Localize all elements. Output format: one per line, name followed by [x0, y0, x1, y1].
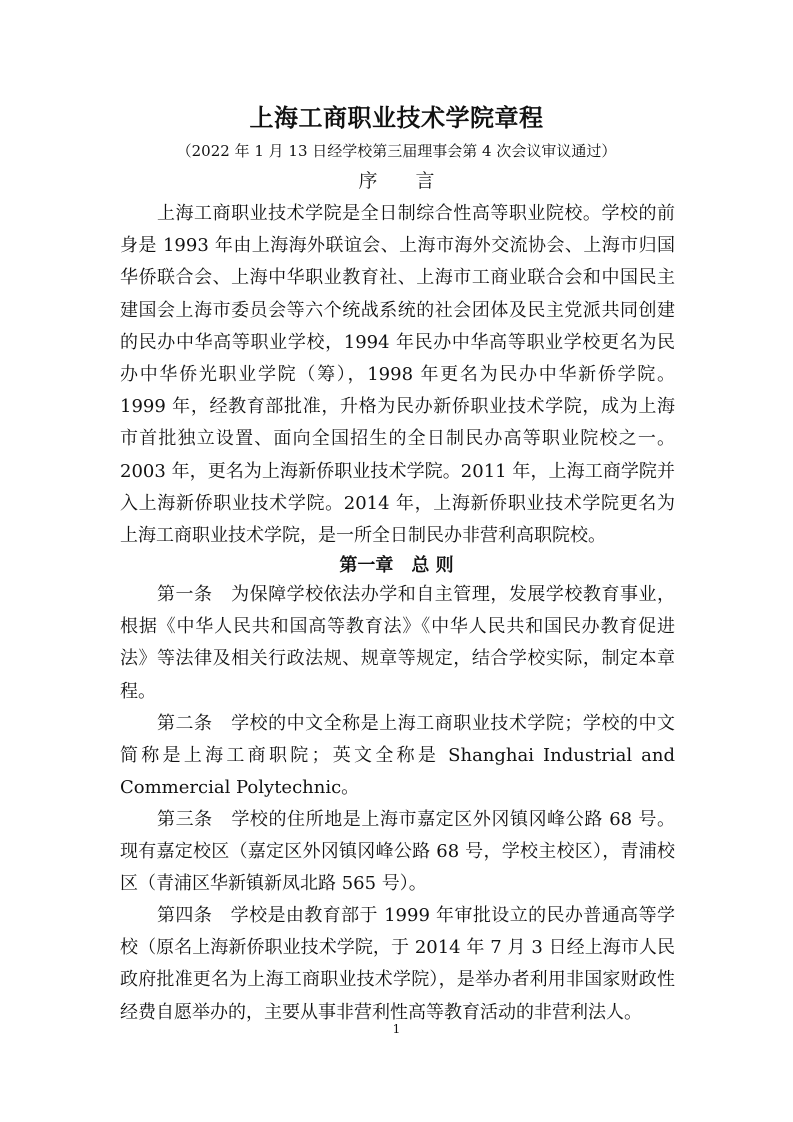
article-2: 第二条 学校的中文全称是上海工商职业技术学院；学校的中文简称是上海工商职院；英文全称是 Shanghai Industrial and Commercial Polytechnic。 — [120, 713, 675, 799]
article-1: 第一条 为保障学校依法办学和自主管理，发展学校教育事业，根据《中华人民共和国高等教育法》《中华人民共和国民办教育促进法》等法律及相关行政法规、规章等规定，结合学校实际，制定本章程。 — [120, 584, 675, 702]
preface-paragraph: 上海工商职业技术学院是全日制综合性高等职业院校。学校的前身是 1993 年由上海海外联谊会、上海市海外交流协会、上海市归国华侨联合会、上海中华职业教育社、上海市工商业联合会和中国民主建国会上海市委员会等六个统战系统的社会团体及民主党派共同创建的民办中华高等职业学校，1994 年民办中华高等职业学校更名为民办中华侨光职业学院（筹），1998 年更名为民办中华新侨学院。1999 年，经教育部批准，升格为民办新侨职业技术学院，成为上海市首批独立设置、面向全国招生的全日制民办高等职业院校之一。2003 年，更名为上海新侨职业技术学院。2011 年，上海工商学院并入上海新侨职业技术学院。2014 年，上海新侨职业技术学院更名为上海工商职业技术学院，是一所全日制民办非营利高职院校。 — [120, 203, 675, 547]
preface-heading: 序 言 — [358, 170, 451, 192]
page-number: 1 — [392, 1022, 401, 1036]
document-title: 上海工商职业技术学院章程 — [249, 103, 544, 132]
document-subtitle: （2022 年 1 月 13 日经学校第三届理事会第 4 次会议审议通过） — [176, 142, 617, 160]
article-3: 第三条 学校的住所地是上海市嘉定区外冈镇冈峰公路 68 号。现有嘉定校区（嘉定区外冈镇冈峰公路 68 号，学校主校区），青浦校区（青浦区华新镇新凤北路 565 号）。 — [120, 809, 675, 895]
chapter-heading: 第一章 总 则 — [339, 555, 454, 576]
article-4: 第四条 学校是由教育部于 1999 年审批设立的民办普通高等学校（原名上海新侨职业技术学院，于 2014 年 7 月 3 日经上海市人民政府批准更名为上海工商职业技术学院），是举办者利用非国家财政性经费自愿举办的，主要从事非营利性高等教育活动的非营利法人。 — [120, 905, 675, 1023]
